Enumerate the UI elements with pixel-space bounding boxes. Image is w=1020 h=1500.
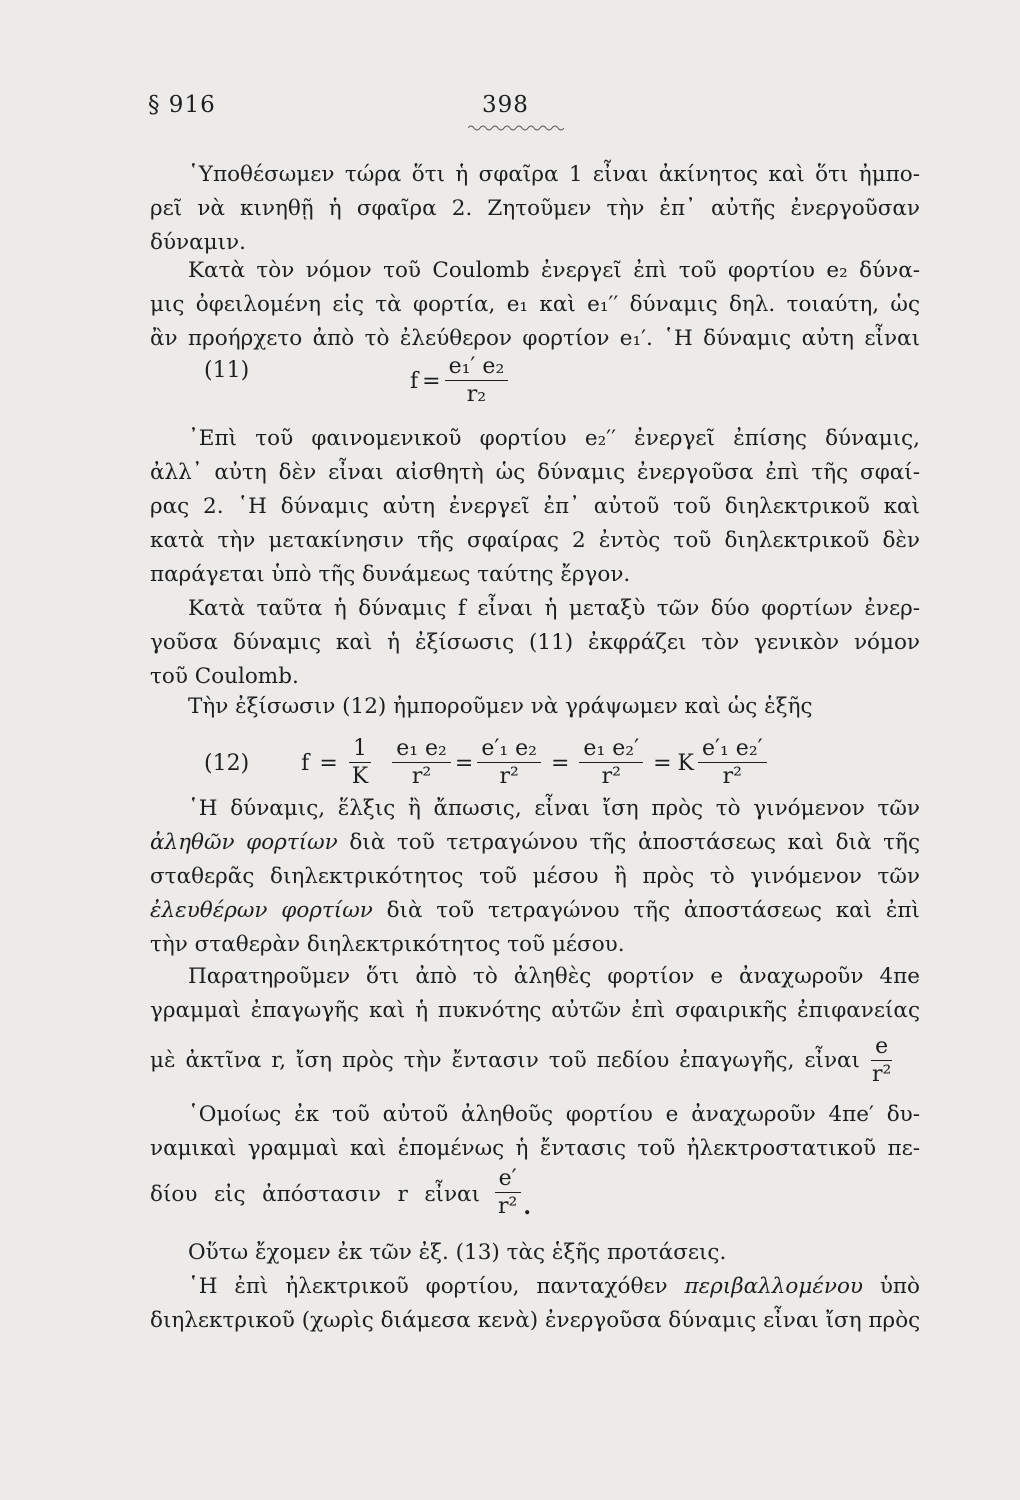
text-run: ῾Η ἐπὶ ἠλεκτρικοῦ φορτίου, πανταχόθεν (188, 1274, 668, 1299)
section-number: § 916 (148, 92, 216, 118)
paragraph-8-last-line (150, 1178, 480, 1212)
numerator: 1 (349, 736, 371, 763)
text-line: δίου εἰς ἀπόστασιν r εἶναι (150, 1182, 480, 1207)
numerator: e′₁ e₂ (477, 736, 541, 763)
text-line: ῾Η δύναμις, ἕλξις ἢ ἄπωσις, εἶναι ἴση πρὸς τὸ γινόμενον τῶν (188, 796, 920, 821)
fraction (494, 1166, 521, 1221)
text-line: Οὕτω ἔχομεν ἐκ τῶν ἐξ. (13) τὰς ἑξῆς προτάσεις. (188, 1240, 727, 1265)
text-line: διηλεκτρικοῦ (χωρὶς διάμεσα κενὰ) ἐνεργοῦσα δύναμις εἶναι ἴση πρὸς (150, 1308, 921, 1333)
fraction (392, 736, 451, 791)
text-line: δύναμιν. (150, 230, 246, 255)
text-line: ρας 2. ῾Η δύναμις αὐτη ἐνεργεῖ ἐπ᾽ αὐτοῦ τοῦ διηλεκτρικοῦ καὶ (150, 494, 920, 519)
text-line: ᾽Επὶ τοῦ φαινομενικοῦ φορτίου e₂′′ ἐνεργεῖ ἐπίσης δύναμις, (188, 426, 920, 451)
equals-sign: = (550, 751, 570, 776)
wavy-underline-ornament (468, 124, 564, 132)
text-line: μις ὀφειλομένη εἰς τὰ φορτία, e₁ καὶ e₁′′ δύναμις δηλ. τοιαύτη, ὡς (150, 292, 920, 317)
fraction (868, 1034, 895, 1089)
fraction (698, 736, 767, 791)
numerator: e′₁ e₂′ (698, 736, 767, 763)
paragraph-1 (150, 158, 920, 260)
text-line: ναμικαὶ γραμμαὶ καὶ ἑπομένως ἡ ἔντασις τοῦ ἠλεκτροστατικοῦ πε- (150, 1136, 920, 1161)
text-line: Τὴν ἐξίσωσιν (12) ἠμποροῦμεν νὰ γράψωμεν καὶ ὡς ἑξῆς (188, 694, 813, 719)
period: . (523, 1194, 532, 1220)
denominator: r² (411, 764, 432, 789)
equation-label: (11) (204, 358, 250, 383)
equation-lhs: f (410, 369, 419, 394)
paragraph-2 (150, 254, 920, 356)
page-number: 398 (482, 92, 529, 118)
text-line: κατὰ τὴν μετακίνησιν τῆς σφαίρας 2 ἐντὸς τοῦ διηλεκτρικοῦ δὲν (150, 528, 920, 553)
denominator: r² (872, 1062, 892, 1087)
paragraph-9 (150, 1236, 920, 1270)
text-line: ἂν προήρχετο ἀπὸ τὸ ἐλεύθερον φορτίον e₁′. ῾Η δύναμις αὐτη εἶναι (150, 326, 920, 351)
text-line: γοῦσα δύναμις καὶ ἡ ἐξίσωσις (11) ἐκφράζει τὸν γενικὸν νόμον (150, 630, 920, 655)
text-line: τοῦ Coulomb. (150, 664, 299, 689)
equation-lhs: f (301, 751, 310, 776)
fraction (348, 736, 372, 791)
equation-11 (204, 358, 249, 383)
equals-sign: = (454, 751, 474, 776)
denominator: r₂ (466, 382, 487, 407)
fraction-e-over-r2 (868, 1034, 895, 1089)
equals-sign: = (653, 751, 672, 776)
text-line: παράγεται ὑπὸ τῆς δυνάμεως ταύτης ἔργον. (150, 562, 631, 587)
equation-12 (204, 736, 767, 791)
paragraph-5 (150, 690, 920, 724)
fraction-eprime-over-r2 (494, 1166, 531, 1221)
numerator: e₁′ e₂ (445, 354, 509, 381)
denominator: K (351, 764, 369, 789)
equals-sign: = (319, 751, 338, 776)
equals-sign: = (422, 369, 441, 394)
paragraph-7-last-line (150, 1044, 860, 1078)
constant-k: K (677, 751, 694, 776)
text-run: διὰ τοῦ τετραγώνου τῆς ἀποστάσεως καὶ ἐπὶ (372, 898, 920, 923)
text-line (150, 826, 920, 860)
text-line: ῾Υποθέσωμεν τώρα ὅτι ἡ σφαῖρα 1 εἶναι ἀκίνητος καὶ ὅτι ἠμπο- (188, 162, 920, 187)
denominator: r² (601, 764, 621, 789)
text-line (150, 1270, 920, 1304)
paragraph-3 (150, 422, 920, 592)
fraction (477, 736, 541, 791)
text-line: μὲ ἀκτῖνα r, ἴση πρὸς τὴν ἔντασιν τοῦ πεδίου ἐπαγωγῆς, εἶναι (150, 1048, 860, 1073)
denominator: r² (498, 1194, 518, 1219)
numerator: e (871, 1034, 892, 1061)
paragraph-7 (150, 960, 920, 1028)
fraction (579, 736, 643, 791)
numerator: e′ (495, 1166, 521, 1193)
text-line: Παρατηροῦμεν ὅτι ἀπὸ τὸ ἀληθὲς φορτίον e ἀναχωροῦν 4πe (188, 964, 920, 989)
paragraph-10 (150, 1270, 920, 1338)
text-run: διὰ τοῦ τετραγώνου τῆς ἀποστάσεως καὶ διὰ τῆς (337, 830, 920, 855)
text-line: σταθερᾶς διηλεκτρικότητος τοῦ μέσου ἢ πρὸς τὸ γινόμενον τῶν (150, 864, 920, 889)
paragraph-8 (150, 1098, 920, 1166)
italic-phrase: περιβαλλομένου (684, 1274, 863, 1299)
denominator: r² (499, 764, 519, 789)
text-line: ρεῖ νὰ κινηθῇ ἡ σφαῖρα 2. Ζητοῦμεν τὴν ἐπ᾽ αὐτῆς ἐνεργοῦσαν (150, 196, 920, 221)
italic-phrase: ἐλευθέρων φορτίων (150, 898, 373, 923)
text-run: ὑπὸ (879, 1274, 920, 1299)
text-line: Κατὰ τὸν νόμον τοῦ Coulomb ἐνεργεῖ ἐπὶ τοῦ φορτίου e₂ δύνα- (188, 258, 920, 283)
fraction (445, 354, 509, 409)
text-line: Κατὰ ταῦτα ἡ δύναμις f εἶναι ἡ μεταξὺ τῶν δύο φορτίων ἐνερ- (188, 596, 920, 621)
numerator: e₁ e₂′ (579, 736, 643, 763)
numerator: e₁ e₂ (392, 736, 451, 763)
equation-label: (12) (204, 751, 250, 776)
text-line: ῾Ομοίως ἐκ τοῦ αὐτοῦ ἀληθοῦς φορτίου e ἀναχωροῦν 4πe′ δυ- (188, 1102, 920, 1127)
text-line (150, 894, 920, 928)
text-line: γραμμαὶ ἐπαγωγῆς καὶ ἡ πυκνότης αὐτῶν ἐπὶ σφαιρικῆς ἐπιφανείας (150, 998, 920, 1023)
paragraph-6 (150, 792, 920, 962)
paragraph-4 (150, 592, 920, 694)
text-line: ἀλλ᾽ αὐτη δὲν εἶναι αἰσθητὴ ὡς δύναμις ἐνεργοῦσα ἐπὶ τῆς σφαί- (150, 460, 920, 485)
text-line: τὴν σταθερὰν διηλεκτρικότητος τοῦ μέσου. (150, 932, 625, 957)
equation-11-body (410, 354, 508, 409)
italic-phrase: ἀληθῶν φορτίων (150, 830, 338, 855)
denominator: r² (722, 764, 742, 789)
